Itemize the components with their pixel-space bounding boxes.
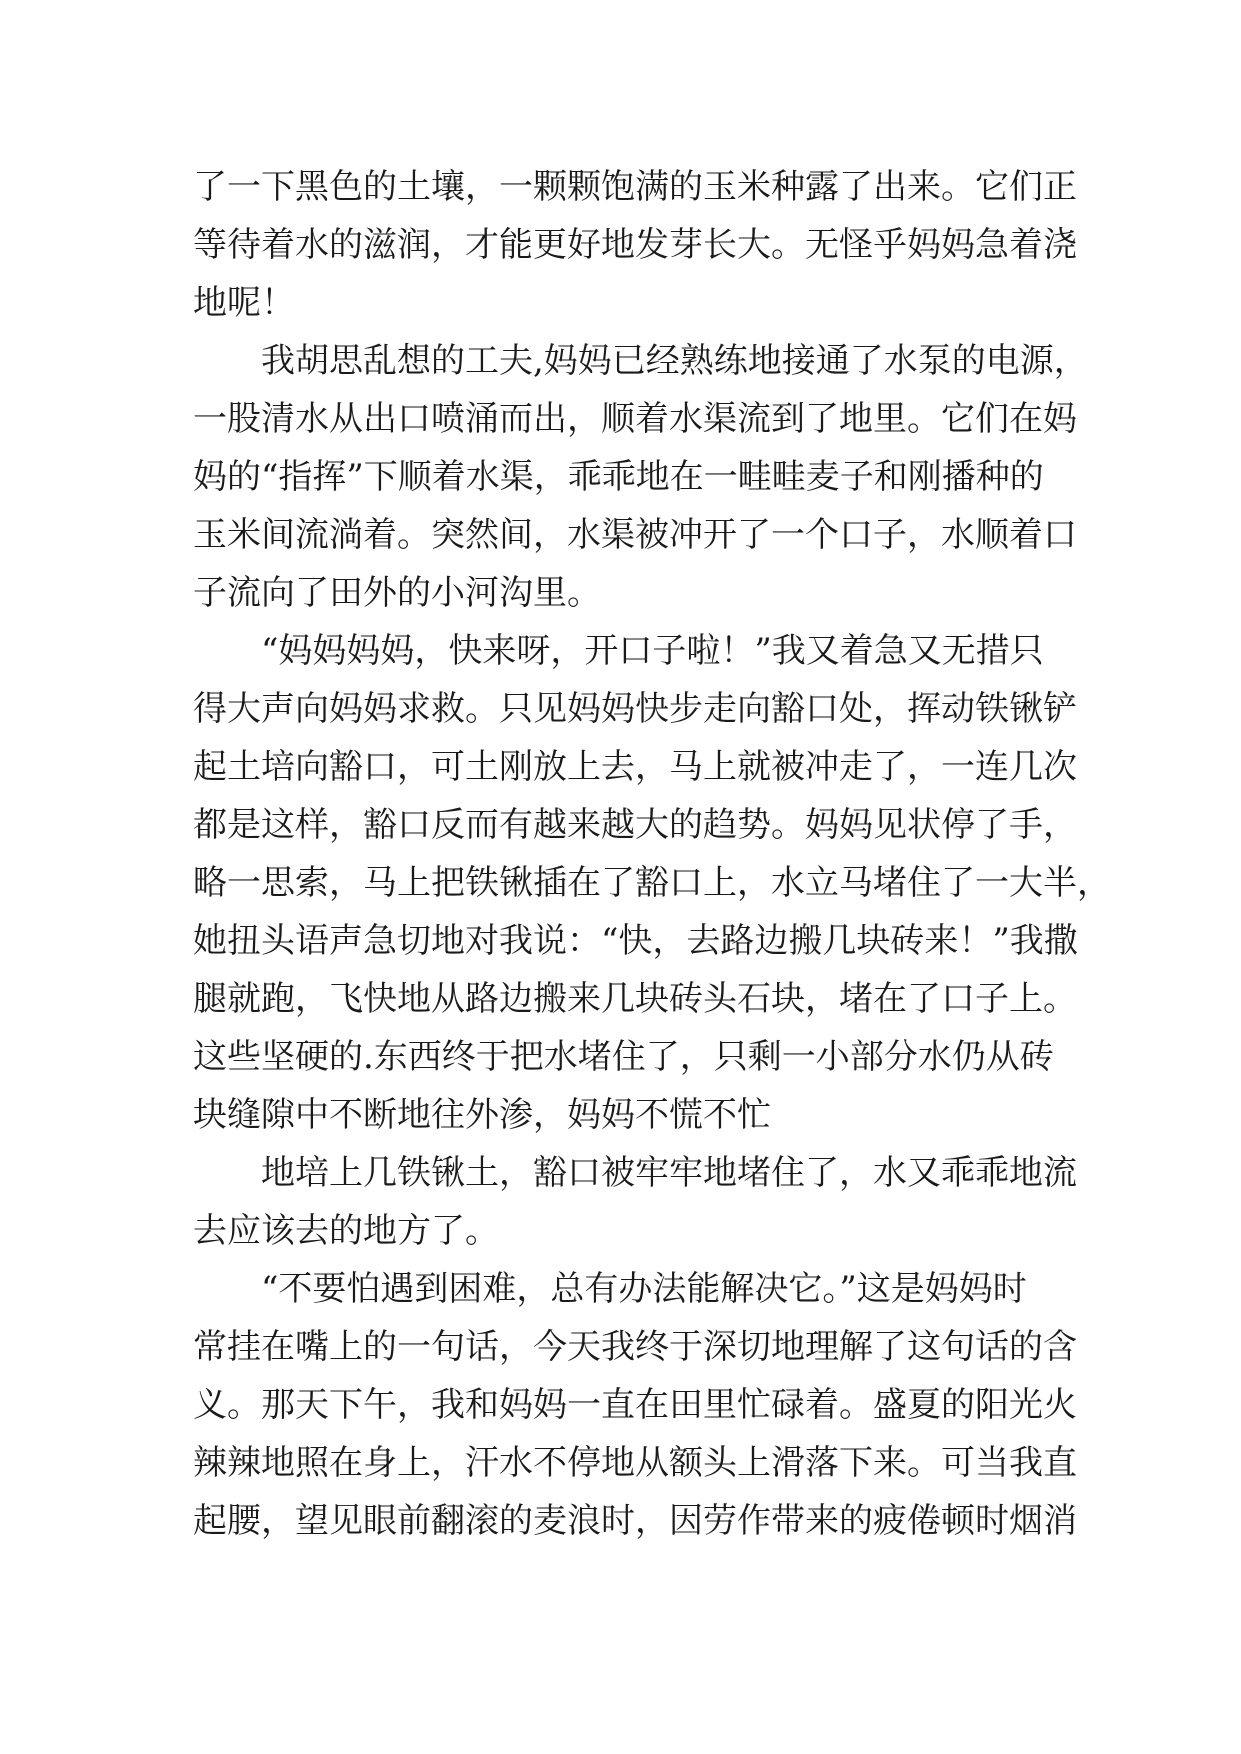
text-line: 去应该去的地方了。 xyxy=(193,1211,499,1251)
text-line: 都是这样，豁口反而有越来越大的趋势。妈妈见状停了手， xyxy=(193,805,1077,845)
text-line: 子流向了田外的小河沟里。 xyxy=(193,573,601,613)
text-line: 起腰，望见眼前翻滚的麦浪时，因劳作带来的疲倦顿时烟消 xyxy=(193,1501,1077,1541)
text-line: 地呢！ xyxy=(193,283,295,323)
paragraph-start-line: 地培上几铁锹土，豁口被牢牢地堵住了，水又乖乖地流 xyxy=(261,1153,1077,1193)
text-line: 义。那天下午，我和妈妈一直在田里忙碌着。盛夏的阳光火 xyxy=(193,1385,1077,1425)
text-line: 了一下黑色的土壤，一颗颗饱满的玉米种露了出来。它们正 xyxy=(193,167,1077,207)
text-line: 一股清水从出口喷涌而出，顺着水渠流到了地里。它们在妈 xyxy=(193,399,1077,439)
text-line: 她扭头语声急切地对我说：“快，去路边搬几块砖来！”我撒 xyxy=(193,921,1078,961)
text-line: 块缝隙中不断地往外渗，妈妈不慌不忙 xyxy=(193,1095,771,1135)
text-line: 常挂在嘴上的一句话，今天我终于深切地理解了这句话的含 xyxy=(193,1327,1077,1367)
text-line: 得大声向妈妈求救。只见妈妈快步走向豁口处，挥动铁锹铲 xyxy=(193,689,1077,729)
text-line: 妈的“指挥”下顺着水渠，乖乖地在一畦畦麦子和刚播种的 xyxy=(193,457,1044,497)
text-line: 这些坚硬的.东西终于把水堵住了，只剩一小部分水仍从砖 xyxy=(193,1037,1054,1077)
text-line: 等待着水的滋润，才能更好地发芽长大。无怪乎妈妈急着浇 xyxy=(193,225,1077,265)
paragraph-start-line: “妈妈妈妈，快来呀，开口子啦！”我又着急又无措只 xyxy=(261,631,1044,671)
text-line: 起土培向豁口，可土刚放上去，马上就被冲走了，一连几次 xyxy=(193,747,1077,787)
paragraph-start-line: 我胡思乱想的工夫,妈妈已经熟练地接通了水泵的电源， xyxy=(261,341,1088,381)
text-line: 辣辣地照在身上，汗水不停地从额头上滑落下来。可当我直 xyxy=(193,1443,1077,1483)
text-line: 玉米间流淌着。突然间，水渠被冲开了一个口子，水顺着口 xyxy=(193,515,1077,555)
text-line: 腿就跑，飞快地从路边搬来几块砖头石块，堵在了口子上。 xyxy=(193,979,1077,1019)
paragraph-start-line: “不要怕遇到困难，总有办法能解决它。”这是妈妈时 xyxy=(261,1269,1027,1309)
text-line: 略一思索，马上把铁锹插在了豁口上，水立马堵住了一大半， xyxy=(193,863,1111,903)
body-text xyxy=(193,158,1111,1550)
